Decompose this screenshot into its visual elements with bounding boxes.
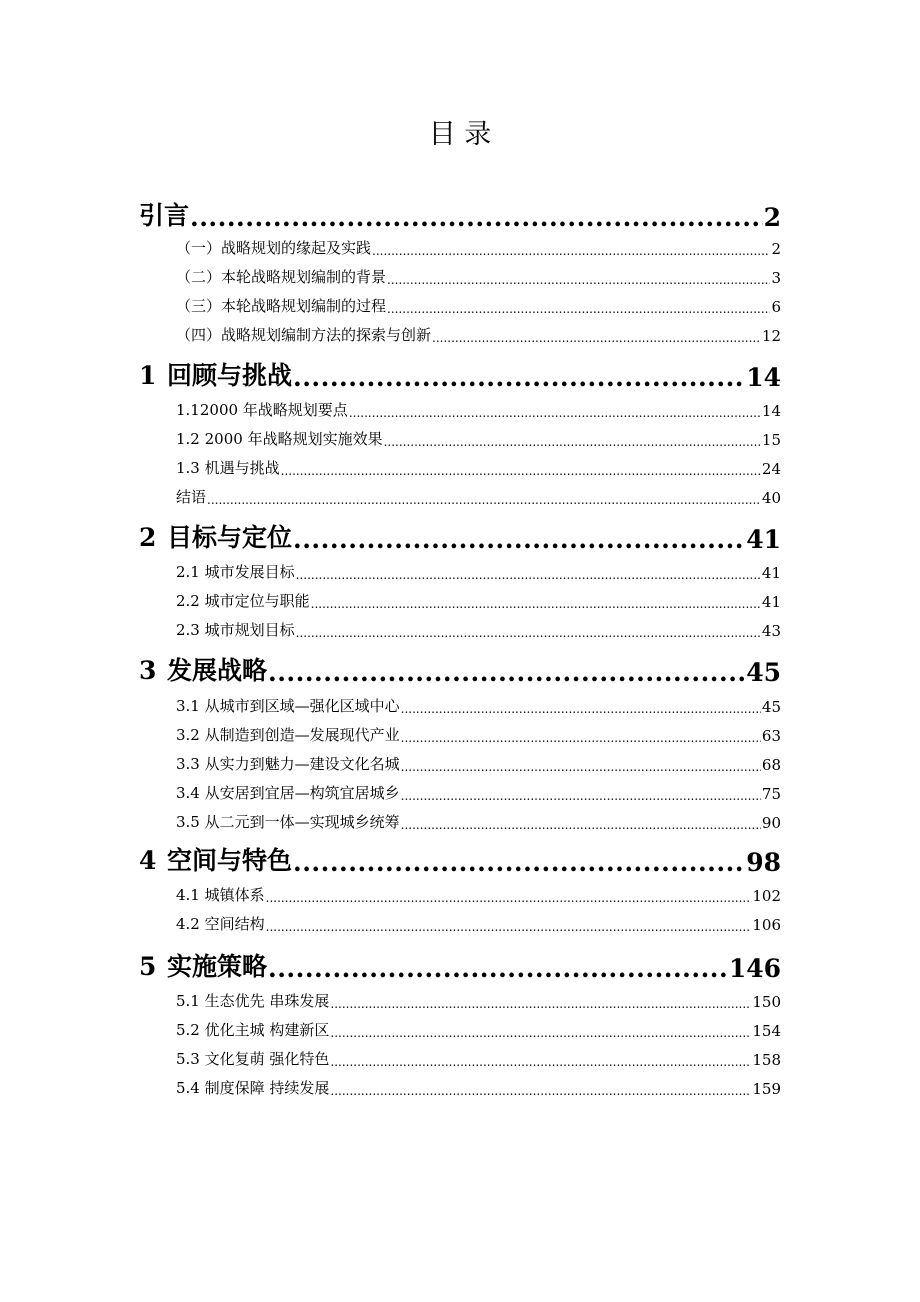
toc-chapter-number: 5: [139, 952, 157, 981]
dot-leader: [401, 702, 761, 716]
toc-page-number: 6: [771, 298, 781, 316]
dot-leader: [281, 464, 761, 478]
toc-chapter-title: [139, 196, 189, 232]
toc-page-number: 41: [761, 564, 781, 582]
toc-section[interactable]: [176, 696, 781, 716]
toc-page-number: 24: [761, 460, 781, 478]
dot-leader: [401, 760, 761, 774]
toc-page-number: 63: [761, 727, 781, 745]
toc-chapter-label: 回顾与挑战: [167, 361, 293, 390]
toc-chapter[interactable]: [139, 947, 781, 983]
toc-section[interactable]: [176, 914, 781, 934]
toc-page-number: 2: [763, 203, 781, 232]
toc-section-label: 2.3 城市规划目标: [176, 621, 295, 639]
toc-section[interactable]: [176, 812, 781, 832]
toc-chapter[interactable]: [139, 841, 781, 877]
toc-page-number: 40: [761, 489, 781, 507]
dot-leader: [311, 597, 761, 611]
dot-leader: [401, 818, 761, 832]
toc-section[interactable]: [176, 620, 781, 640]
toc-page-number: 14: [761, 402, 781, 420]
dot-leader: [293, 848, 745, 877]
page-title: 目 录: [428, 119, 492, 150]
toc-section[interactable]: [176, 725, 781, 745]
toc-section[interactable]: [176, 562, 781, 582]
toc-page-number: 154: [752, 1022, 781, 1040]
dot-leader: [349, 406, 761, 420]
toc-section[interactable]: [176, 487, 781, 507]
toc-page-number: 45: [761, 698, 781, 716]
toc-section-label: （一）战略规划的缘起及实践: [176, 239, 372, 257]
dot-leader: [387, 302, 770, 316]
toc-section[interactable]: [176, 1049, 781, 1069]
toc-chapter[interactable]: [139, 356, 781, 392]
toc-chapter-label: 空间与特色: [167, 846, 293, 875]
toc-chapter[interactable]: [139, 518, 781, 554]
toc-section[interactable]: [176, 458, 781, 478]
toc-page-number: 12: [761, 327, 781, 345]
dot-leader: [387, 273, 770, 287]
toc-chapter[interactable]: [139, 651, 781, 687]
toc-section[interactable]: [176, 429, 781, 449]
toc-section-label: （四）战略规划编制方法的探索与创新: [176, 326, 432, 344]
toc-section[interactable]: [176, 783, 781, 803]
toc-page-number: 75: [761, 785, 781, 803]
dot-leader: [330, 1055, 751, 1069]
toc-chapter-label: 引言: [139, 201, 190, 230]
toc-page-number: 43: [761, 622, 781, 640]
toc-chapter-number: 4: [139, 846, 157, 875]
toc-section[interactable]: [176, 991, 781, 1011]
toc-section-label: 5.4 制度保障 持续发展: [176, 1079, 330, 1097]
dot-leader: [268, 658, 745, 687]
toc-page-number: 41: [761, 593, 781, 611]
toc-section-label: 1.2 2000 年战略规划实施效果: [176, 430, 383, 448]
toc-section[interactable]: [176, 885, 781, 905]
toc-page-number: 150: [752, 993, 781, 1011]
toc-chapter-label: 目标与定位: [167, 523, 293, 552]
toc-chapter-label: 发展战略: [167, 656, 268, 685]
toc-section-label: 2.2 城市定位与职能: [176, 592, 310, 610]
toc-section-label: 1.12000 年战略规划要点: [176, 401, 348, 419]
toc-section-label: 2.1 城市发展目标: [176, 563, 295, 581]
toc-section[interactable]: [176, 1078, 781, 1098]
toc-section-label: 1.3 机遇与挑战: [176, 459, 280, 477]
toc-page-number: 106: [752, 916, 781, 934]
toc-page-number: 98: [746, 848, 781, 877]
toc-section-label: 3.1 从城市到区域—强化区域中心: [176, 697, 400, 715]
toc-section[interactable]: [176, 267, 781, 287]
dot-leader: [296, 626, 761, 640]
toc-page-number: 146: [728, 954, 781, 983]
toc-chapter-title: [139, 518, 292, 554]
toc-section-label: 5.3 文化复萌 强化特色: [176, 1050, 330, 1068]
toc-chapter-title: [139, 841, 292, 877]
toc-chapter-title: [139, 356, 292, 392]
dot-leader: [330, 997, 751, 1011]
toc-chapter-number: 1: [139, 361, 157, 390]
dot-leader: [266, 920, 752, 934]
toc-section[interactable]: [176, 238, 781, 258]
toc-section-label: 5.2 优化主城 构建新区: [176, 1021, 330, 1039]
toc-page-number: 68: [761, 756, 781, 774]
toc-page-number: 41: [746, 525, 781, 554]
toc-section-label: 3.3 从实力到魅力—建设文化名城: [176, 755, 400, 773]
toc-page-number: 45: [746, 658, 781, 687]
toc-section-label: 结语: [176, 488, 207, 506]
dot-leader: [372, 244, 770, 258]
toc-page-number: 3: [771, 269, 781, 287]
toc-page-number: 2: [771, 240, 781, 258]
toc-chapter-number: 2: [139, 523, 157, 552]
toc-page-number: 159: [752, 1080, 781, 1098]
dot-leader: [401, 731, 761, 745]
dot-leader: [296, 568, 761, 582]
dot-leader: [384, 435, 761, 449]
dot-leader: [432, 331, 761, 345]
toc-chapter[interactable]: [139, 196, 781, 232]
toc-chapter-label: 实施策略: [167, 952, 268, 981]
toc-section-label: （三）本轮战略规划编制的过程: [176, 297, 387, 315]
toc-section[interactable]: [176, 1020, 781, 1040]
toc-section-label: 4.1 城镇体系: [176, 886, 265, 904]
dot-leader: [293, 363, 745, 392]
dot-leader: [401, 789, 761, 803]
toc-page-number: 90: [761, 814, 781, 832]
toc-page-number: 14: [746, 363, 781, 392]
toc-section-label: 5.1 生态优先 串珠发展: [176, 992, 330, 1010]
toc-section-label: 4.2 空间结构: [176, 915, 265, 933]
toc-chapter-title: [139, 651, 267, 687]
toc-page-number: 158: [752, 1051, 781, 1069]
dot-leader: [190, 203, 763, 232]
toc-section-label: 3.2 从制造到创造—发展现代产业: [176, 726, 400, 744]
toc-section-label: 3.5 从二元到一体—实现城乡统筹: [176, 813, 400, 831]
toc-chapter-title: [139, 947, 267, 983]
toc-section-label: （二）本轮战略规划编制的背景: [176, 268, 387, 286]
dot-leader: [330, 1084, 751, 1098]
toc-section[interactable]: [176, 400, 781, 420]
toc-page-number: 15: [761, 431, 781, 449]
toc-section[interactable]: [176, 325, 781, 345]
dot-leader: [266, 891, 752, 905]
toc-chapter-number: 3: [139, 656, 157, 685]
toc-section[interactable]: [176, 296, 781, 316]
dot-leader: [268, 954, 728, 983]
dot-leader: [330, 1026, 751, 1040]
toc-page-number: 102: [752, 887, 781, 905]
toc-section[interactable]: [176, 754, 781, 774]
toc-section[interactable]: [176, 591, 781, 611]
dot-leader: [293, 525, 745, 554]
toc-section-label: 3.4 从安居到宜居—构筑宜居城乡: [176, 784, 400, 802]
dot-leader: [207, 493, 761, 507]
